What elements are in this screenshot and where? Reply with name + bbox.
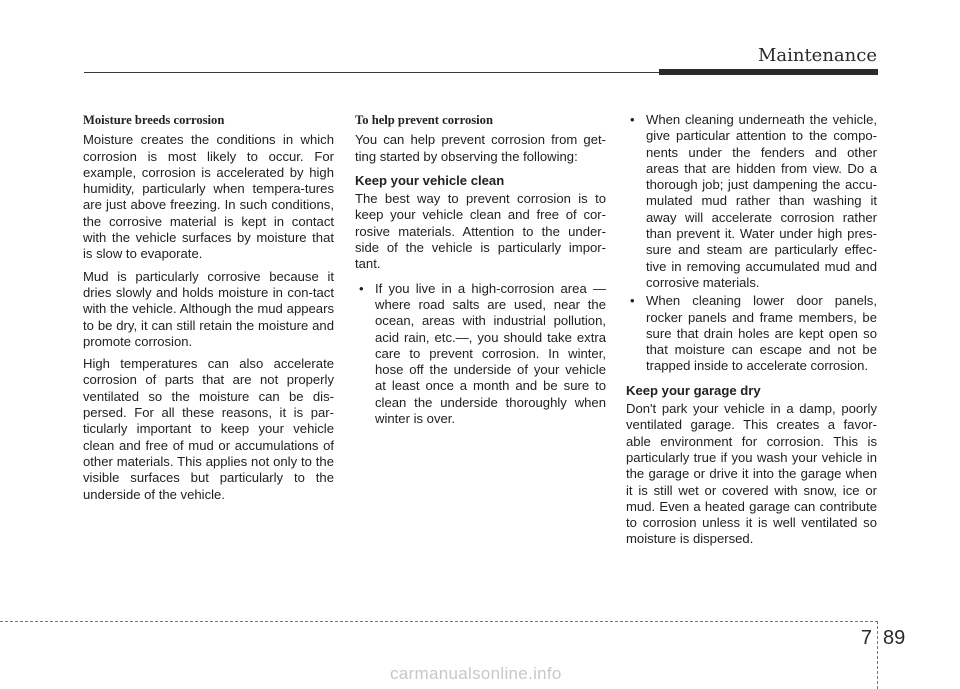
section-title: Maintenance — [757, 45, 877, 66]
paragraph: Moisture creates the conditions in which corrosion is most likely to occur. For example, corrosion is accelerated by high humidity, particularly when tempera-tures are just above freezing. In such conditions, the corrosive material is kept in contact with the vehicle surfaces by moisture that is slow to evaporate. — [83, 132, 334, 262]
watermark-text: carmanualsonline.info — [390, 664, 562, 683]
header-accent-bar — [659, 69, 878, 75]
chapter-number: 7 — [860, 627, 872, 649]
list-item: • When cleaning underneath the vehicle, give particular attention to the compo-nents under the fenders and other areas that are hidden from view. Do a thorough job; just dampening the accu-mulated mud rather than washing it away will accelerate corrosion rather than prevent it. Water under high pres-sure and steam are particularly effec-tive in removing accumulated mud and corrosive materials. — [626, 112, 877, 291]
subheading-garage-dry: Keep your garage dry — [626, 382, 761, 398]
header-rule — [84, 72, 659, 73]
paragraph: You can help prevent corrosion from get-ting started by observing the following: — [355, 132, 606, 164]
subheading-keep-clean: Keep your vehicle clean — [355, 172, 505, 188]
footer-rule — [0, 621, 878, 622]
paragraph: Don't park your vehicle in a damp, poorly ventilated garage. This creates a favor-able environment for corrosion. This is particularly true if you wash your vehicle in the garage or drive it into the garage when it is still wet or covered with snow, ice or mud. Even a heated garage can contribute to corrosion unless it is well ventilated so moisture is dispersed. — [626, 401, 877, 547]
paragraph: Mud is particularly corrosive because it dries slowly and holds moisture in con-tact with the vehicle. Although the mud appears to be dry, it can still retain the moisture and promote corrosion. — [83, 268, 334, 349]
page-number: 89 — [883, 627, 906, 649]
paragraph: The best way to prevent corrosion is to keep your vehicle clean and free of cor-rosive materials. Attention to the under-side of the vehicle is particularly impor-tant. — [355, 191, 606, 272]
paragraph: High temperatures can also accelerate corrosion of parts that are not properly ventilated so the moisture can be dis-persed. For all these reasons, it is par-ticularly important to keep your vehicle clean and free of mud or accumulations of other materials. This applies not only to the visible surfaces but particularly to the underside of the vehicle. — [83, 356, 334, 502]
column-2 — [355, 112, 606, 431]
column-1 — [83, 112, 334, 509]
footer-divider — [877, 621, 878, 689]
bullet-list — [355, 281, 606, 428]
column-3 — [626, 112, 877, 554]
bullet-list — [626, 112, 877, 375]
list-item: • When cleaning lower door panels, rocker panels and frame members, be sure that drain holes are kept open so that moisture can escape and not be trapped inside to accelerate corrosion. — [626, 293, 877, 374]
list-item: • If you live in a high-corrosion area — where road salts are used, near the ocean, areas with industrial pollution, acid rain, etc.—, you should take extra care to prevent corrosion. In winter, hose off the underside of your vehicle at least once a month and be sure to clean the underside thoroughly when winter is over. — [355, 281, 606, 428]
heading-prevent-corrosion: To help prevent corrosion — [355, 113, 493, 127]
heading-moisture-corrosion: Moisture breeds corrosion — [83, 113, 225, 127]
